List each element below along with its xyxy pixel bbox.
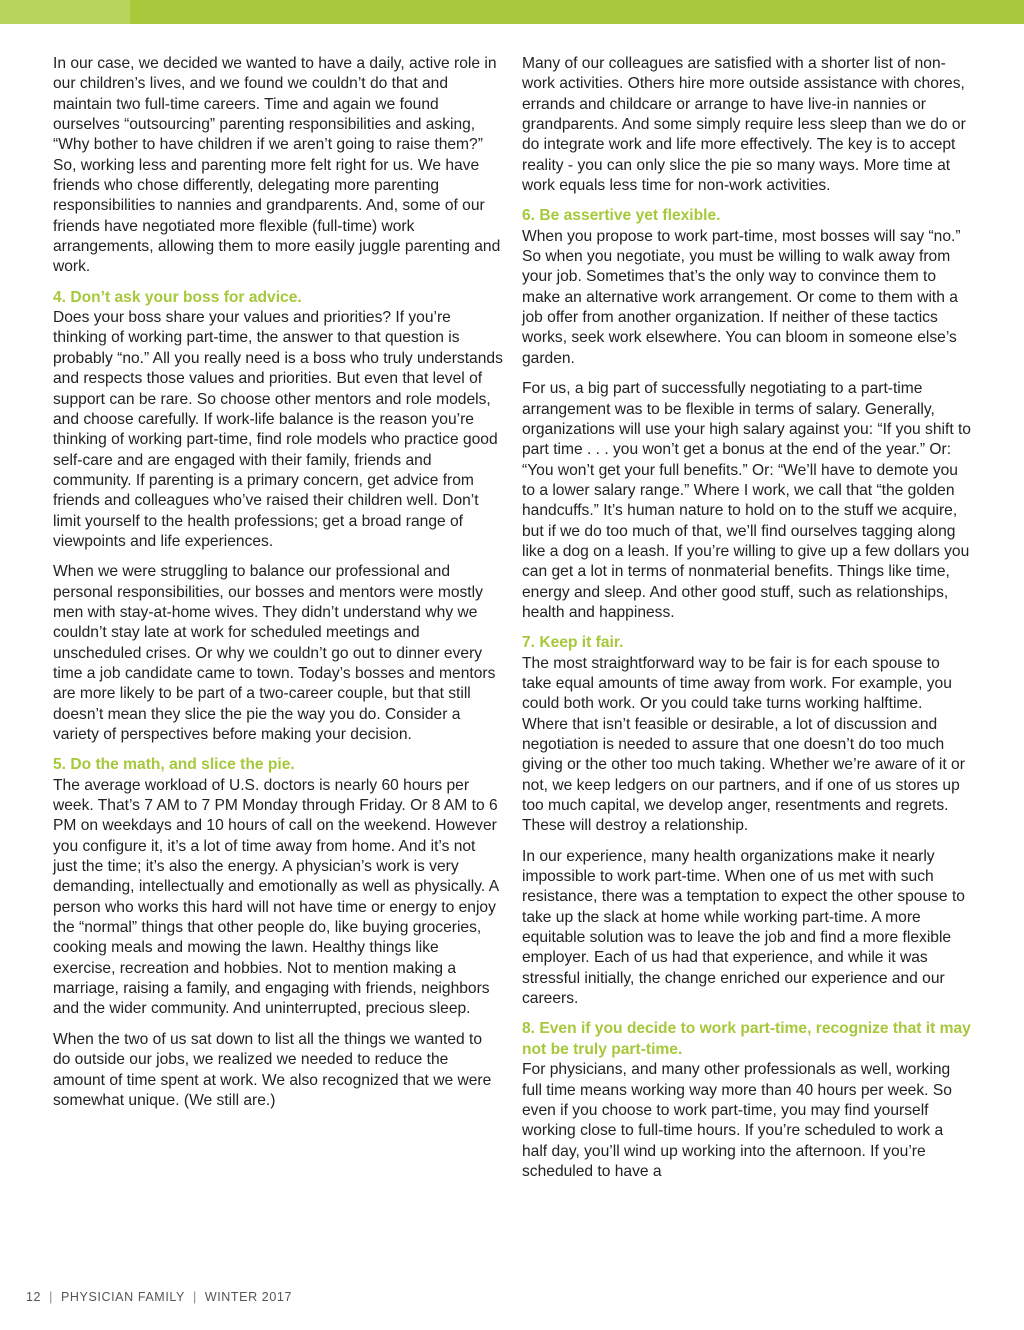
section-heading-8: 8. Even if you decide to work part-time, recognize that it may not be truly part-time.: [522, 1020, 971, 1058]
top-accent-tab: [0, 0, 130, 24]
paragraph: For us, a big part of successfully negotiating to a part-time arrangement was to be flexible in terms of salary. Generally, organizations will use your high salary against you: “If you shift to part time . . . you won’t get a bonus at the end of the year.” Or: “You won’t get your full benefits.” Or: “We’ll have to demote you to a lower salary range.” Where I work, we call that “the golden handcuffs.” It’s human nature to hold on to the stuff we acquire, but if we do too much of that, we’ll find ourselves tagging along like a dog on a leash. If you’re willing to give up a few dollars you can get a lot in terms of nonmaterial benefits. Things like time, energy and sleep. And other good stuff, such as relationships, health and happiness.: [522, 380, 971, 621]
issue-label: WINTER 2017: [204, 1290, 292, 1304]
footer-separator: |: [49, 1290, 53, 1304]
publication-name: PHYSICIAN FAMILY: [60, 1290, 185, 1304]
right-column: [522, 54, 972, 1192]
page-footer: [26, 1290, 292, 1304]
left-column: [53, 54, 503, 1121]
section-heading-5: 5. Do the math, and slice the pie.: [53, 756, 295, 774]
top-accent-bar: [0, 0, 1024, 24]
paragraph: In our experience, many health organizations make it nearly impossible to work part-time. When one of us met with such resistance, there was a temptation to expect the other spouse to take up the slack at home while working part-time. A more equitable solution was to leave the job and find a more flexible employer. Each of us had that experience, and while it was stressful initially, the change enriched our experience and our careers.: [522, 847, 965, 1008]
paragraph: When you propose to work part-time, most bosses will say “no.” So when you negotiate, you must be willing to walk away from your job. Sometimes that’s the only way to convince them to make an alternative work arrangement. Or come to them with a job offer from another organization. If neither of these tactics works, seek work elsewhere. You can bloom in someone else’s garden.: [522, 227, 961, 367]
paragraph: Does your boss share your values and priorities? If you’re thinking of working part-time, the answer to that question is probably “no.” All you really need is a boss who truly understands and respects those values and priorities. But even that level of support can be rare. So choose other mentors and role models, and choose carefully. If work-life balance is the reason you’re thinking of working part-time, find role models who practice good self-care and are engaged with their family, friends and community. If parenting is a primary concern, get advice from friends and colleagues who’ve raised their children well. Don’t limit yourself to the health professions; get a broad range of viewpoints and life experiences.: [53, 309, 503, 550]
page-number: 12: [26, 1290, 42, 1304]
section-heading-4: 4. Don’t ask your boss for advice.: [53, 288, 302, 306]
paragraph: The most straightforward way to be fair is for each spouse to take equal amounts of time away from work. For example, you could both work. Or you could take turns working halftime. Where that isn’t feasible or desirable, a lot of discussion and negotiation is needed to assure that one doesn’t do too much giving or the other too much taking. Whether we’re aware of it or not, we keep ledgers on our partners, and if one of us stores up too much capital, we develop anger, resentments and regrets. These will destroy a relationship.: [522, 654, 965, 835]
footer-separator: |: [192, 1290, 197, 1304]
section-heading-7: 7. Keep it fair.: [522, 634, 624, 652]
paragraph: Many of our colleagues are satisfied with a shorter list of non-work activities. Others hire more outside assistance with chores, errands and childcare or arrange to have live-in nannies or grandparents. And some simply require less sleep than we do or do integrate work and life more effectively. The key is to accept reality - you can only slice the pie so many ways. More time at work equals less time for non-work activities.: [522, 55, 966, 195]
section-heading-6: 6. Be assertive yet flexible.: [522, 207, 721, 225]
paragraph: When the two of us sat down to list all the things we wanted to do outside our jobs, we realized we needed to reduce the amount of time spent at work. We also recognized that we were somewhat unique. (We still are.): [53, 1030, 492, 1109]
paragraph: When we were struggling to balance our professional and personal responsibilities, our bosses and mentors were mostly men with stay-at-home wives. They didn’t understand why we couldn’t stay late at work for scheduled meetings and unscheduled crises. Or why we couldn’t go out to dinner every time a job candidate came to town. Today’s bosses and mentors are more likely to be part of a two-career couple, but that still doesn’t mean they slice the pie the way you do. Consider a variety of perspectives before making your decision.: [53, 563, 496, 743]
paragraph: In our case, we decided we wanted to have a daily, active role in our children’s lives, and we found we couldn’t do that and maintain two full-time careers. Time and again we found ourselves “outsourcing” parenting responsibilities and asking, “Why bother to have children if we aren’t going to raise them?” So, working less and parenting more felt right for us. We have friends who chose differently, delegating more parenting responsibilities to nannies and grandparents. And, some of our friends have negotiated more flexible (full-time) work arrangements, allowing them to more easily juggle parenting and work.: [53, 55, 501, 276]
paragraph: For physicians, and many other professionals as well, working full time means working way more than 40 hours per week. So even if you choose to work part-time, you may find yourself working close to full-time hours. If you’re scheduled to work a half day, you’ll wind up working into the afternoon. If you’re scheduled to have a: [522, 1061, 952, 1180]
paragraph: The average workload of U.S. doctors is nearly 60 hours per week. That’s 7 AM to 7 PM Monday through Friday. Or 8 AM to 6 PM on weekdays and 10 hours of call on the weekend. However you configure it, it’s a lot of time away from home. And it’s not just the time; it’s also the energy. A physician’s work is very demanding, intellectually and emotionally as well as physically. A person who works this hard will not have time or energy to enjoy the “normal” things that other people do, like buying groceries, cooking meals and mowing the lawn. Healthy things like exercise, recreation and hobbies. Not to mention making a marriage, raising a family, and engaging with friends, neighbors and the wider community. And uninterrupted, precious sleep.: [53, 776, 499, 1018]
